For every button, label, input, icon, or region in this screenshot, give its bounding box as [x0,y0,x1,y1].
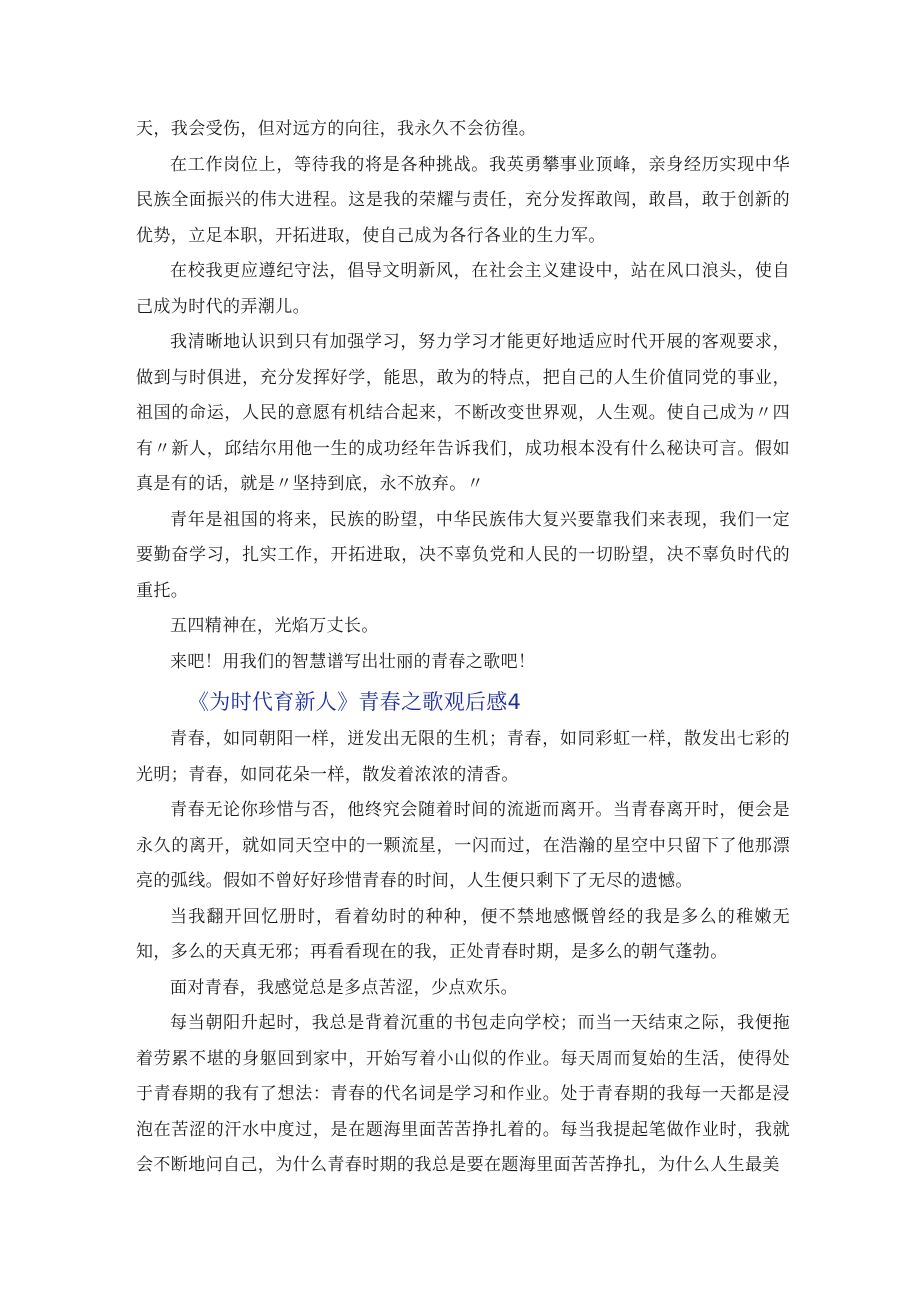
paragraph: 当我翻开回忆册时，看着幼时的种种，便不禁地感慨曾经的我是多么的稚嫩无知，多么的天真无邪；再看看现在的我，正处青春时期，是多么的朝气蓬勃。 [136,906,790,962]
paragraph: 每当朝阳升起时，我总是背着沉重的书包走向学校；而当一天结束之际，我便拖着劳累不堪的身躯回到家中，开始写着小山似的作业。每天周而复始的生活，使得处于青春期的我有了想法：青春的代名词是学习和作业。处于青春期的我每一天都是浸泡在苦涩的汗水中度过，是在题海里面苦苦挣扎着的。每当我提起笔做作业时，我就会不断地问自己，为什么青春时期的我总是要在题海里面苦苦挣扎，为什么人生最美 [136,1013,790,1175]
paragraph: 五四精神在，光焰万丈长。 [170,616,379,636]
paragraph: 面对青春，我感觉总是多点苦涩，少点欢乐。 [170,977,518,998]
paragraph: 青春无论你珍惜与否，他终究会随着时间的流逝而离开。当青春离开时，便会是永久的离开，就如同天空中的一颗流星，一闪而过，在浩瀚的星空中只留下了他那漂亮的弧线。假如不曾好好珍惜青春的时间，人生便只剩下了无尽的遗憾。 [136,800,790,891]
paragraph: 来吧！用我们的智慧谱写出壮丽的青春之歌吧！ [170,651,536,672]
paragraph: 青年是祖国的将来，民族的盼望，中华民族伟大复兴要靠我们来表现，我们一定要勤奋学习，扎实工作，开拓进取，决不辜负党和人民的一切盼望，决不辜负时代的重托。 [136,509,790,601]
paragraph: 我清晰地认识到只有加强学习，努力学习才能更好地适应时代开展的客观要求，做到与时俱进，充分发挥好学，能思，敢为的特点，把自己的人生价值同党的事业，祖国的命运，人民的意愿有机结合起来，不断改变世界观，人生观。使自己成为〃四有〃新人，邱结尔用他一生的成功经年告诉我们，成功根本没有什么秘诀可言。假如真是有的话，就是〃坚持到底，永不放弃。〃 [136,332,790,494]
document-page [136,112,790,1184]
paragraph: 在校我更应遵纪守法，倡导文明新风，在社会主义建设中，站在风口浪头，使自己成为时代的弄潮儿。 [136,261,790,317]
paragraph: 在工作岗位上，等待我的将是各种挑战。我英勇攀事业顶峰，亲身经历实现中华民族全面振兴的伟大进程。这是我的荣耀与责任，充分发挥敢闯，敢昌，敢于创新的优势，立足本职，开拓进取，使自己成为各行各业的生力军。 [136,154,790,246]
paragraph: 天，我会受伤，但对远方的向往，我永久不会彷徨。 [136,119,537,139]
paragraph: 青春，如同朝阳一样，迸发出无限的生机；青春，如同彩虹一样，散发出七彩的光明；青春，如同花朵一样，散发着浓浓的清香。 [136,729,790,785]
section-heading: 《为时代育新人》青春之歌观后感4 [188,690,522,714]
